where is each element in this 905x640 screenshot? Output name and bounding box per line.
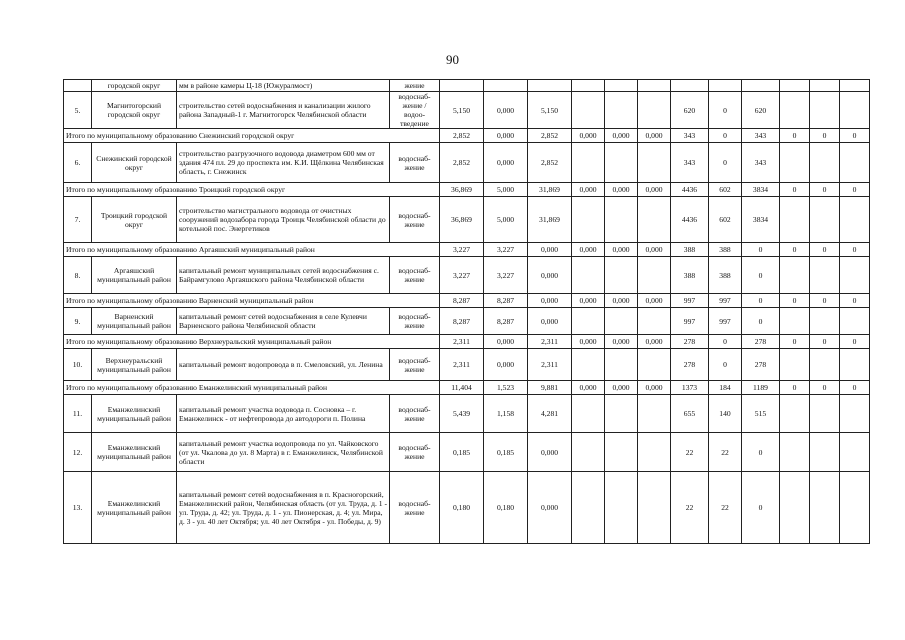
area-cell: Снежинский городской округ (92, 143, 177, 183)
value-cell-12: 0 (840, 129, 870, 143)
value-cell-2: 0,185 (484, 433, 528, 472)
value-cell-11 (810, 257, 840, 294)
value-cell-12: 0 (840, 294, 870, 308)
value-cell-8: 0 (709, 335, 742, 349)
project-description-cell: строительство сетей водоснабжения и канализации жилого района Западный-1 г. Магнитогорск Челябинской области (177, 92, 390, 129)
value-cell-6 (638, 197, 671, 243)
service-type-cell: водоснаб-жение (390, 143, 440, 183)
value-cell-3: 0,000 (528, 294, 572, 308)
value-cell-5 (605, 308, 638, 335)
value-cell-2: 0,000 (484, 349, 528, 381)
value-cell-5 (605, 472, 638, 544)
value-cell-3: 0,000 (528, 308, 572, 335)
value-cell-3: 5,150 (528, 92, 572, 129)
value-cell-10: 0 (780, 183, 810, 197)
value-cell-3: 0,000 (528, 433, 572, 472)
value-cell-11 (810, 472, 840, 544)
area-cell: Еманжелинский муниципальный район (92, 395, 177, 433)
value-cell-10 (780, 308, 810, 335)
value-cell-12 (840, 395, 870, 433)
value-cell-6: 0,000 (638, 335, 671, 349)
value-cell-2: 5,000 (484, 183, 528, 197)
value-cell-11: 0 (810, 243, 840, 257)
value-cell-9: 3834 (742, 197, 780, 243)
value-cell-8: 602 (709, 197, 742, 243)
subtotal-label: Итого по муниципальному образованию Верхнеуральский муниципальный район (64, 335, 440, 349)
value-cell-12 (840, 472, 870, 544)
value-cell-10 (780, 433, 810, 472)
area-cell: Еманжелинский муниципальный район (92, 433, 177, 472)
value-cell-12 (840, 257, 870, 294)
value-cell-7: 1373 (671, 381, 709, 395)
value-cell-3: 31,869 (528, 183, 572, 197)
value-cell-3: 0,000 (528, 472, 572, 544)
value-cell-9: 278 (742, 335, 780, 349)
value-cell-11: 0 (810, 381, 840, 395)
value-cell-5 (605, 433, 638, 472)
value-cell-8: 184 (709, 381, 742, 395)
value-cell-5 (605, 197, 638, 243)
table-row (64, 257, 870, 294)
value-cell-10 (780, 143, 810, 183)
value-cell-2: 5,000 (484, 197, 528, 243)
subtotal-row (64, 381, 870, 395)
value-cell-10: 0 (780, 243, 810, 257)
value-cell-7: 278 (671, 349, 709, 381)
value-cell-9: 0 (742, 472, 780, 544)
value-cell-1: 2,852 (440, 129, 484, 143)
value-cell-1: 2,311 (440, 349, 484, 381)
value-cell-7: 343 (671, 129, 709, 143)
value-cell-1: 36,869 (440, 197, 484, 243)
value-cell-8: 0 (709, 349, 742, 381)
value-cell-2: 8,287 (484, 294, 528, 308)
value-cell-12: 0 (840, 243, 870, 257)
value-cell-7: 620 (671, 92, 709, 129)
table-row (64, 433, 870, 472)
subtotal-label: Итого по муниципальному образованию Варненский муниципальный район (64, 294, 440, 308)
value-cell-8: 0 (709, 129, 742, 143)
value-cell-12: 0 (840, 335, 870, 349)
value-cell-9: 0 (742, 294, 780, 308)
value-cell-12 (840, 308, 870, 335)
project-description-cell: капитальный ремонт сетей водоснабжения в п. Красногорский, Еманжелинский район, Челябинская область (от ул. Труда, д. 1 - ул. Труда, д. 42; ул. Труда, д. 1 - ул. Пионерская, д. 4; ул. Мира, д. 3 - ул. 40 лет Октября; ул. 40 лет Октября - ул. Победы, д. 9) (177, 472, 390, 544)
value-cell-3: 0,000 (528, 257, 572, 294)
value-cell-3: 4,281 (528, 395, 572, 433)
value-cell-5: 0,000 (605, 183, 638, 197)
table-row (64, 349, 870, 381)
value-cell-7: 997 (671, 294, 709, 308)
value-cell-1: 3,227 (440, 257, 484, 294)
area-cell: Магнитогорский городской округ (92, 92, 177, 129)
value-cell-11 (810, 92, 840, 129)
value-cell-10 (780, 257, 810, 294)
value-cell-12 (840, 349, 870, 381)
value-cell-1: 3,227 (440, 243, 484, 257)
value-cell-11: 0 (810, 183, 840, 197)
value-cell-3: 2,311 (528, 349, 572, 381)
subtotal-row (64, 243, 870, 257)
row-number-cell: 10. (64, 349, 92, 381)
value-cell-2: 0,000 (484, 335, 528, 349)
value-cell-2: 0,180 (484, 472, 528, 544)
service-type-cell: водоснаб-жение (390, 308, 440, 335)
value-cell-4 (572, 433, 605, 472)
value-cell-9: 278 (742, 349, 780, 381)
value-cell-4 (572, 257, 605, 294)
service-type-cell: водоснаб-жение (390, 472, 440, 544)
row-number-cell: 7. (64, 197, 92, 243)
value-cell-5: 0,000 (605, 294, 638, 308)
value-cell-3: 9,881 (528, 381, 572, 395)
value-cell-7: 388 (671, 257, 709, 294)
value-cell-12 (840, 92, 870, 129)
value-cell-9: 0 (742, 243, 780, 257)
service-type-cell: водоснаб-жение (390, 433, 440, 472)
value-cell-8: 22 (709, 472, 742, 544)
table-row (64, 143, 870, 183)
value-cell-10 (780, 197, 810, 243)
value-cell-10 (780, 349, 810, 381)
table-row (64, 395, 870, 433)
value-cell-12: 0 (840, 381, 870, 395)
service-type-cell: водоснаб-жение (390, 349, 440, 381)
value-cell-12: 0 (840, 183, 870, 197)
value-cell-6 (638, 472, 671, 544)
service-type-cell: водоснаб-жение (390, 395, 440, 433)
subtotal-label: Итого по муниципальному образованию Еманжелинский муниципальный район (64, 381, 440, 395)
value-cell-9: 620 (742, 92, 780, 129)
table-row (64, 308, 870, 335)
value-cell-1: 5,439 (440, 395, 484, 433)
value-cell-5: 0,000 (605, 381, 638, 395)
value-cell-9: 1189 (742, 381, 780, 395)
subtotal-label: Итого по муниципальному образованию Аргаяшский муниципальный район (64, 243, 440, 257)
value-cell-11 (810, 143, 840, 183)
value-cell-2: 8,287 (484, 308, 528, 335)
value-cell-11 (810, 349, 840, 381)
table-row (64, 197, 870, 243)
value-cell-11 (810, 197, 840, 243)
subtotal-label: Итого по муниципальному образованию Троицкий городской округ (64, 183, 440, 197)
value-cell-8: 388 (709, 257, 742, 294)
value-cell-7: 4436 (671, 197, 709, 243)
value-cell-5 (605, 349, 638, 381)
value-cell-6: 0,000 (638, 129, 671, 143)
value-cell-5: 0,000 (605, 243, 638, 257)
project-description-cell: капитальный ремонт участка водовода п. Сосновка – г. Еманжелинск - от нефтепровода до автодороги п. Полина (177, 395, 390, 433)
value-cell-9: 0 (742, 433, 780, 472)
value-cell-2: 1,158 (484, 395, 528, 433)
area-cell: Еманжелинский муниципальный район (92, 472, 177, 544)
value-cell-7: 22 (671, 433, 709, 472)
row-number-cell: 6. (64, 143, 92, 183)
value-cell-2: 3,227 (484, 257, 528, 294)
value-cell-6 (638, 308, 671, 335)
value-cell-2: 0,000 (484, 143, 528, 183)
value-cell-7: 4436 (671, 183, 709, 197)
area-cell: Верхнеуральский муниципальный район (92, 349, 177, 381)
value-cell-6 (638, 92, 671, 129)
value-cell-2: 0,000 (484, 129, 528, 143)
value-cell-8: 22 (709, 433, 742, 472)
value-cell-6 (638, 433, 671, 472)
value-cell-4: 0,000 (572, 243, 605, 257)
value-cell-4: 0,000 (572, 129, 605, 143)
project-description-cell: строительство магистрального водовода от очистных сооружений водозабора города Троицк Челябинской области до котельной пос. Энергетиков (177, 197, 390, 243)
value-cell-4: 0,000 (572, 381, 605, 395)
value-cell-5 (605, 143, 638, 183)
project-description-cell: капитальный ремонт муниципальных сетей водоснабжения с. Байрамгулово Аргаяшского района Челябинской области (177, 257, 390, 294)
value-cell-6: 0,000 (638, 381, 671, 395)
value-cell-11 (810, 395, 840, 433)
table-row (64, 92, 870, 129)
row-number-cell: 13. (64, 472, 92, 544)
value-cell-6 (638, 257, 671, 294)
value-cell-8: 997 (709, 294, 742, 308)
value-cell-4: 0,000 (572, 335, 605, 349)
page-number: 90 (446, 52, 459, 67)
row-number-cell: 5. (64, 92, 92, 129)
value-cell-11: 0 (810, 335, 840, 349)
value-cell-10: 0 (780, 294, 810, 308)
value-cell-8: 602 (709, 183, 742, 197)
value-cell-1: 2,852 (440, 143, 484, 183)
value-cell-6: 0,000 (638, 183, 671, 197)
value-cell-7: 22 (671, 472, 709, 544)
project-description-cell: капитальный ремонт сетей водоснабжения в селе Кулевчи Варненского района Челябинской области (177, 308, 390, 335)
value-cell-7: 655 (671, 395, 709, 433)
row-number-cell: 9. (64, 308, 92, 335)
row-number-cell: 12. (64, 433, 92, 472)
value-cell-3: 31,869 (528, 197, 572, 243)
value-cell-11: 0 (810, 294, 840, 308)
service-type-cell: жение (390, 80, 440, 92)
value-cell-12 (840, 433, 870, 472)
value-cell-7: 388 (671, 243, 709, 257)
value-cell-7: 343 (671, 143, 709, 183)
area-cell: городской округ (92, 80, 177, 92)
value-cell-9: 515 (742, 395, 780, 433)
value-cell-1: 2,311 (440, 335, 484, 349)
project-description-cell: мм в районе камеры Ц-18 (Южуралмост) (177, 80, 390, 92)
value-cell-4 (572, 308, 605, 335)
subtotal-row (64, 335, 870, 349)
value-cell-1: 5,150 (440, 92, 484, 129)
value-cell-2: 1,523 (484, 381, 528, 395)
row-number-cell: 8. (64, 257, 92, 294)
project-description-cell: капитальный ремонт водопровода в п. Смеловский, ул. Ленина (177, 349, 390, 381)
value-cell-4: 0,000 (572, 183, 605, 197)
value-cell-11 (810, 433, 840, 472)
value-cell-1: 36,869 (440, 183, 484, 197)
row-number-cell: 11. (64, 395, 92, 433)
area-cell: Аргаяшский муниципальный район (92, 257, 177, 294)
value-cell-9: 343 (742, 129, 780, 143)
value-cell-10 (780, 92, 810, 129)
value-cell-4 (572, 143, 605, 183)
area-cell: Троицкий городской округ (92, 197, 177, 243)
value-cell-1: 0,180 (440, 472, 484, 544)
service-type-cell: водоснаб-жение / водоо-тведение (390, 92, 440, 129)
value-cell-3: 2,852 (528, 143, 572, 183)
value-cell-5 (605, 92, 638, 129)
value-cell-8: 0 (709, 92, 742, 129)
value-cell-7: 997 (671, 308, 709, 335)
value-cell-11 (810, 308, 840, 335)
value-cell-1: 11,404 (440, 381, 484, 395)
value-cell-1: 0,185 (440, 433, 484, 472)
value-cell-7: 278 (671, 335, 709, 349)
value-cell-9: 0 (742, 257, 780, 294)
value-cell-9: 3834 (742, 183, 780, 197)
value-cell-4 (572, 92, 605, 129)
value-cell-2: 3,227 (484, 243, 528, 257)
value-cell-6 (638, 143, 671, 183)
value-cell-1: 8,287 (440, 294, 484, 308)
project-description-cell: капитальный ремонт участка водопровода по ул. Чайковского (от ул. Чкалова до ул. 8 Марта) в г. Еманжелинск, Челябинской области (177, 433, 390, 472)
value-cell-12 (840, 197, 870, 243)
value-cell-4: 0,000 (572, 294, 605, 308)
value-cell-5 (605, 257, 638, 294)
value-cell-9: 343 (742, 143, 780, 183)
investment-program-table (63, 79, 870, 544)
value-cell-8: 388 (709, 243, 742, 257)
value-cell-2: 0,000 (484, 92, 528, 129)
value-cell-5: 0,000 (605, 129, 638, 143)
value-cell-9: 0 (742, 308, 780, 335)
value-cell-12 (840, 143, 870, 183)
value-cell-3: 2,852 (528, 129, 572, 143)
subtotal-row (64, 183, 870, 197)
value-cell-11: 0 (810, 129, 840, 143)
subtotal-label: Итого по муниципальному образованию Снежинский городской округ (64, 129, 440, 143)
table-row (64, 472, 870, 544)
value-cell-8: 0 (709, 143, 742, 183)
value-cell-8: 997 (709, 308, 742, 335)
value-cell-10 (780, 472, 810, 544)
service-type-cell: водоснаб-жение (390, 197, 440, 243)
value-cell-3: 0,000 (528, 243, 572, 257)
value-cell-10: 0 (780, 129, 810, 143)
value-cell-6 (638, 349, 671, 381)
value-cell-4 (572, 472, 605, 544)
value-cell-1: 8,287 (440, 308, 484, 335)
value-cell-5: 0,000 (605, 335, 638, 349)
value-cell-10 (780, 395, 810, 433)
value-cell-10: 0 (780, 335, 810, 349)
project-description-cell: строительство разгрузочного водовода диаметром 600 мм от здания 474 пл. 29 до проспекта им. К.И. Щёлкина Челябинская область, г. Снежинск (177, 143, 390, 183)
subtotal-row (64, 294, 870, 308)
value-cell-3: 2,311 (528, 335, 572, 349)
value-cell-8: 140 (709, 395, 742, 433)
table-row (64, 80, 870, 92)
area-cell: Варненский муниципальный район (92, 308, 177, 335)
value-cell-6: 0,000 (638, 294, 671, 308)
value-cell-6: 0,000 (638, 243, 671, 257)
value-cell-5 (605, 395, 638, 433)
value-cell-4 (572, 395, 605, 433)
value-cell-4 (572, 349, 605, 381)
subtotal-row (64, 129, 870, 143)
value-cell-4 (572, 197, 605, 243)
value-cell-6 (638, 395, 671, 433)
value-cell-10: 0 (780, 381, 810, 395)
service-type-cell: водоснаб-жение (390, 257, 440, 294)
